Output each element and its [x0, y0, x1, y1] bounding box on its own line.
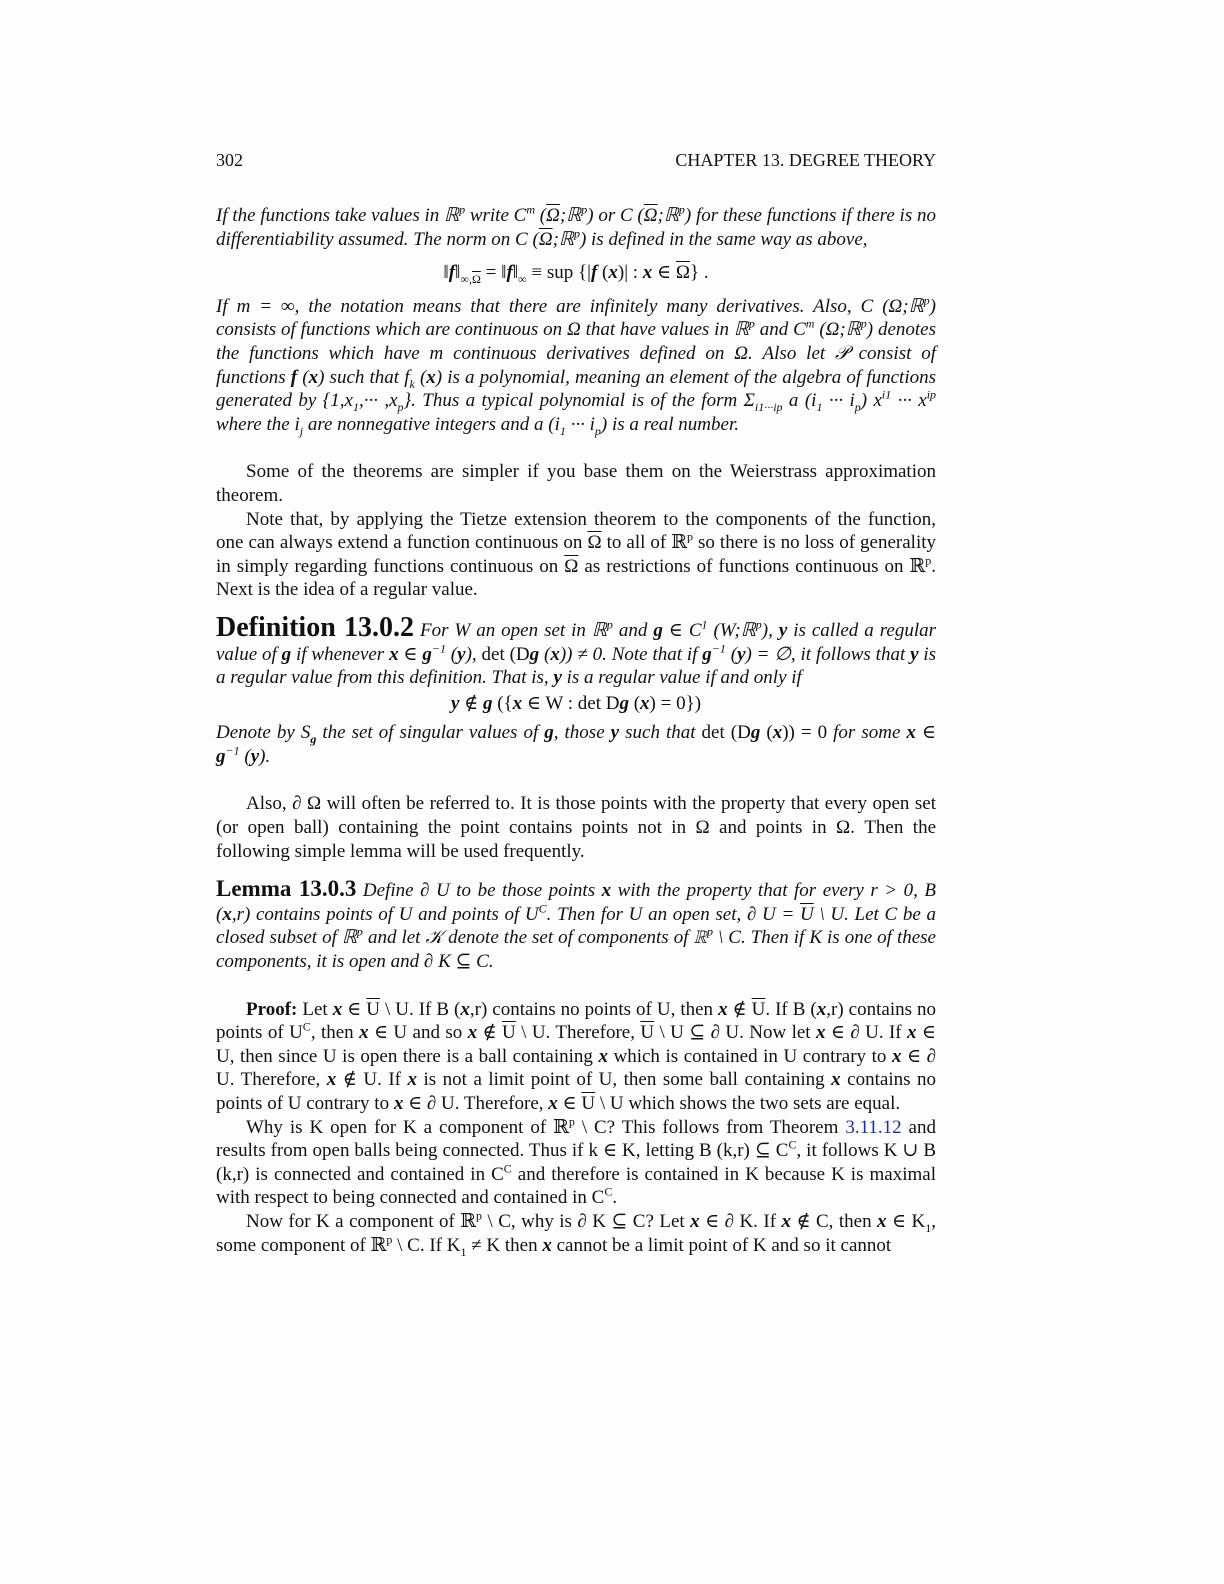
equation-regular-value: y ∉ g ({x ∈ W : det Dg (x) = 0}) [450, 692, 702, 714]
paragraph-component-open: Why is K open for K a component of ℝ$^p$ \ C? This follows from Theorem 3.11.12 and results from open balls being connected. Thus if k ∈ K, letting B (k,r) ⊆ $C^C$, it follows K ∪ B (k,r) is connected and contained in $C^C$ and therefore is contained in K because K is maximal with respect to being connected and contained in $C^C$. [216, 1114, 936, 1209]
definition-regular-value: Definition 13.0.2 For W an open set in ℝ$^p$ and g ∈ $C^1$ (W;ℝ$^p$), y is called a regular value of g if whenever x ∈ $g^{-1}$ (y), det (Dg (x)) ≠ 0. Note that if $g^{-1}$ (y) = ∅, it follows that y is a regular value from this definition. That is, y is a regular value if and only if [216, 611, 937, 689]
paragraph-weierstrass: Some of the theorems are simpler if you base them on the Weierstrass approximation theorem. [216, 461, 936, 506]
running-header [216, 149, 936, 173]
paragraph-polynomials: If m = ∞, the notation means that there are infinitely many derivatives. Also, C (Ω;ℝ$^p$) consists of functions which are continuous on Ω that have values in ℝ$^p$ and $C^m$ (Ω;ℝ$^p$) denotes the functions which have m continuous derivatives defined on Ω. Also let 𝒫 consist of functions f (x) such that $f_k$ (x) is a polynomial, meaning an element of the algebra of functions generated by $\{1,x_1,\cdot\cdot\cdot ,x_p\}$. Thus a typical polynomial is of the form $\Sigma_{i1\cdot\cdot\cdot ip}$ a ($i_1$ ··· $i_p$) $x^{i1}$ ··· $x^{ip}$ where the $i_j$ are nonnegative integers and a ($i_1$ ··· $i_p$) is a real number. [216, 293, 937, 438]
paragraph-component-boundary: Now for K a component of ℝ$^p$ \ C, why is ∂ K ⊆ C? Let x ∈ ∂ K. If x ∉ C, then x ∈ $K_1$, some component of ℝ$^p$ \ C. If $K_1 \ne K$ then x cannot be a limit point of K and so it cannot [216, 1208, 936, 1259]
paragraph-boundary: Also, ∂ Ω will often be referred to. It is those points with the property that every open set (or open ball) containing the point contains points not in Ω and points in Ω. Then the following simple lemma will be used frequently. [216, 793, 936, 862]
proof-paragraph: Proof: Let x ∈ $\overline{U}$ \ U. If B (x,r) contains no points of U, then x ∉ $\overline{U}$. If B (x,r) contains no points of $U^C$, then x ∈ U and so x ∉ $\overline{U}$ \ U. Therefore, $\overline{U}$ \ U ⊆ ∂ U. Now let x ∈ ∂ U. If x ∈ U, then since U is open there is a ball containing x which is contained in U contrary to x ∈ ∂ U. Therefore, x ∉ U. If x is not a limit point of U, then some ball containing x contains no points of U contrary to x ∈ ∂ U. Therefore, x ∈ $\overline{U}$ \ U which shows the two sets are equal. [216, 998, 937, 1114]
definition-heading: Definition 13.0.2 [216, 611, 414, 643]
lemma-heading: Lemma 13.0.3 [216, 876, 357, 902]
paragraph-norm-intro: If the functions take values in ℝ$^p$ write $C^m$ $(\overline{\Omega};ℝ^p)$ or C $(\overline{\Omega};ℝ^p)$ for these functions if there is no differentiability assumed. The norm on C $(\overline{\Omega};ℝ^p)$ is defined in the same way as above, [216, 202, 936, 250]
proof-heading: Proof: [246, 998, 298, 1020]
paragraph-singular-values: Denote by $S_g$ the set of singular values of g, those y such that det (Dg (x)) = 0 for some x ∈ $g^{-1}$ (y). [216, 722, 936, 767]
chapter-title: CHAPTER 13. DEGREE THEORY [675, 150, 936, 170]
theorem-reference-link[interactable]: 3.11.12 [845, 1116, 902, 1138]
lemma-boundary: Lemma 13.0.3 Define ∂ U to be those points x with the property that for every r > 0, B (x,r) contains points of U and points of $U^C$. Then for U an open set, ∂ $U = \overline{U}$ \ U. Let C be a closed subset of ℝ$^p$ and let 𝒦 denote the set of components of ℝ$^p$ \ C. Then if K is one of these components, it is open and ∂ K ⊆ C. [216, 876, 936, 973]
page-body [216, 204, 936, 1257]
equation-sup-norm: $‖f‖_{\infty,\overline{\Omega}}$ = $‖f‖_\infty$ ≡ sup {|f (x)| : x ∈ $\overline{\Omega}$} . [443, 262, 709, 286]
paragraph-tietze: Note that, by applying the Tietze extension theorem to the components of the function, one can always extend a function continuous on $\overline{\Omega}$ to all of ℝ$^p$ so there is no loss of generality in simply regarding functions continuous on $\overline{\Omega}$ as restrictions of functions continuous on ℝ$^p$. Next is the idea of a regular value. [216, 508, 937, 601]
page-number: 302 [216, 150, 243, 170]
